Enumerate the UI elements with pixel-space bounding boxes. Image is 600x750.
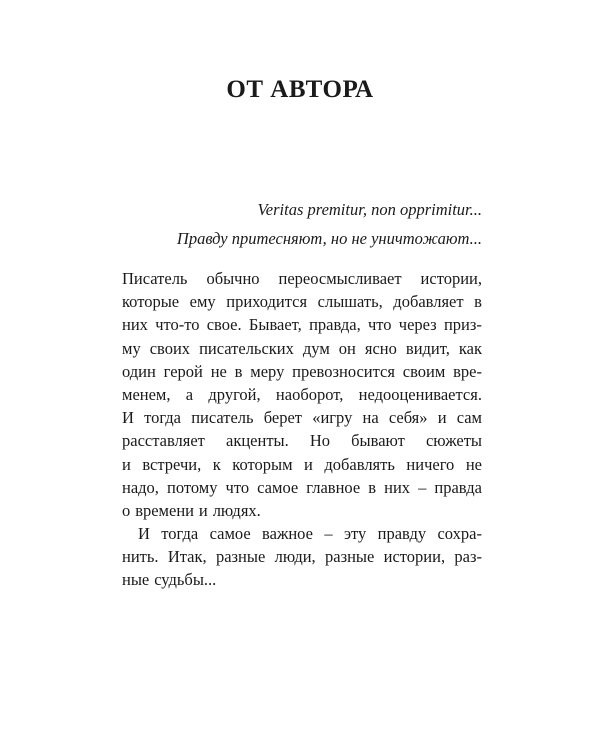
word: через (398, 315, 437, 335)
text-line (122, 499, 482, 522)
word: истории, (383, 547, 446, 567)
word: ему (189, 292, 216, 312)
word: себя» (388, 408, 428, 428)
word: что (225, 477, 250, 497)
word: другой, (208, 384, 261, 404)
word: самое (257, 477, 299, 497)
word: берет (263, 408, 303, 428)
word: ясно (364, 338, 397, 358)
word: что-то (155, 315, 200, 335)
word: что (367, 315, 392, 335)
text-line (122, 313, 482, 336)
word: которые (122, 292, 180, 312)
word: самое (209, 524, 251, 544)
word: главное (306, 477, 361, 497)
epigraph-russian: Правду притесняют, но не уничтожают... (176, 229, 482, 248)
word: видит, (405, 338, 450, 358)
text-line (122, 429, 482, 452)
word: писатель (191, 408, 254, 428)
word: на (362, 408, 379, 428)
word: менем, (122, 384, 171, 404)
word: и (122, 454, 131, 474)
word: не (210, 361, 227, 381)
word: сохра- (437, 524, 482, 544)
word: и (437, 408, 447, 428)
word: – (418, 477, 427, 497)
word: приз- (443, 315, 482, 335)
word: слышать, (317, 292, 383, 312)
word: герой (163, 361, 203, 381)
word: переосмысливает (278, 269, 402, 288)
word: сам (456, 408, 482, 428)
word: правда, (309, 315, 361, 335)
word: добавлять (324, 454, 395, 474)
word: в (368, 477, 377, 497)
text-line (122, 290, 482, 313)
word: наоборот, (275, 384, 344, 404)
text-line (122, 406, 482, 429)
word: не (465, 454, 482, 474)
word: свое. (206, 315, 242, 335)
word: в (474, 292, 482, 312)
word: Итак, (167, 547, 207, 567)
word: писательских (199, 338, 294, 358)
text-line (122, 545, 482, 568)
word: правда (434, 477, 482, 497)
word: людях. (212, 500, 261, 520)
word: важное (262, 524, 313, 544)
body-text (122, 267, 482, 592)
word: му (122, 338, 141, 358)
text-line (122, 383, 482, 406)
word: приходится (226, 292, 308, 312)
word: ничего (406, 454, 455, 474)
word: нить. (122, 547, 159, 567)
text-line (122, 522, 482, 545)
word: Писатель (122, 269, 188, 288)
word: «игру (312, 408, 353, 428)
word: них (122, 315, 148, 335)
word: правду (377, 524, 427, 544)
word: – (324, 524, 333, 544)
word: он (338, 338, 356, 358)
word: тогда (161, 524, 199, 544)
word: меру (250, 361, 285, 381)
word: и (304, 454, 313, 474)
word: акценты. (226, 431, 289, 451)
word: недооценивается. (358, 384, 482, 404)
word: расставляет (122, 431, 205, 451)
text-line (122, 267, 482, 290)
word: один (122, 361, 156, 381)
word: которым (232, 454, 293, 474)
word: бывают (351, 431, 405, 451)
word: ные (122, 570, 150, 590)
text-line (122, 476, 482, 499)
word: к (212, 454, 221, 474)
word: в (234, 361, 243, 381)
page-title: ОТ АВТОРА (226, 76, 374, 103)
word: Бывает, (248, 315, 302, 335)
word: люди, (274, 547, 316, 567)
text-line (122, 453, 482, 476)
word: времени (135, 500, 194, 520)
word: Но (309, 431, 331, 451)
word: вре- (453, 361, 482, 381)
word: своим (402, 361, 446, 381)
word: встречи, (142, 454, 202, 474)
word: а (185, 384, 194, 404)
word: судьбы... (154, 570, 217, 590)
word: И (122, 408, 134, 428)
word: о (122, 500, 131, 520)
word: как (458, 338, 482, 358)
word: сюжеты (425, 431, 482, 451)
word: И (138, 524, 150, 544)
text-line (122, 337, 482, 360)
word: надо, (122, 477, 159, 497)
word: дум (302, 338, 330, 358)
text-line (122, 360, 482, 383)
text-line (122, 568, 482, 591)
word: и (198, 500, 208, 520)
word: истории, (420, 269, 482, 288)
word: них (384, 477, 411, 497)
word: тогда (144, 408, 182, 428)
word: добавляет (393, 292, 464, 312)
word: обычно (206, 269, 260, 288)
word: разные (325, 547, 375, 567)
word: потому (167, 477, 218, 497)
epigraph-latin: Veritas premitur, non opprimitur... (257, 200, 482, 219)
word: своих (149, 338, 191, 358)
word: раз- (454, 547, 482, 567)
word: разные (215, 547, 266, 567)
word: эту (343, 524, 367, 544)
word: превозносится (292, 361, 395, 381)
